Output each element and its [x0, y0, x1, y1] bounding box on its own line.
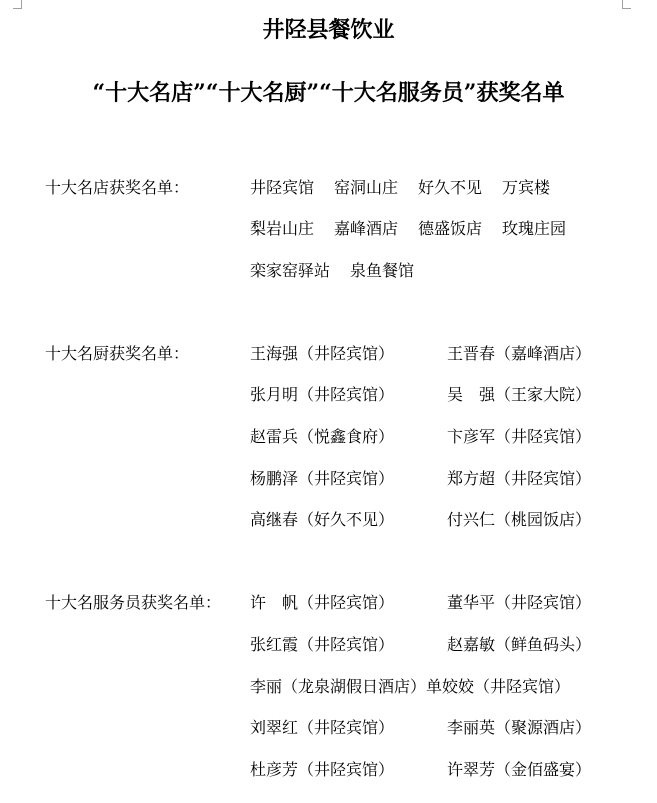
- chef-entry: 卞彦军（井陉宾馆）: [447, 427, 592, 446]
- waiter-entry: 李丽（龙泉湖假日酒店）单姣姣（井陉宾馆）: [250, 677, 571, 696]
- chef-entry: 高继春（好久不见）: [250, 510, 395, 529]
- page-title: 井陉县餐饮业: [262, 17, 395, 43]
- store-name: 玫瑰庄园: [502, 219, 567, 238]
- chefs-section-label: 十大名厨获奖名单：: [45, 344, 190, 363]
- waiter-entry: 李丽英（聚源酒店）: [447, 718, 592, 737]
- store-name: 井陉宾馆: [250, 178, 315, 197]
- waiter-entry: 赵嘉敏（鲜鱼码头）: [447, 635, 592, 654]
- page-corner-mark-right: [622, 0, 631, 9]
- waiter-entry: 许 帆（井陉宾馆）: [250, 593, 395, 612]
- chef-entry: 杨鹏泽（井陉宾馆）: [250, 469, 395, 488]
- waiter-entry: 刘翠红（井陉宾馆）: [250, 718, 395, 737]
- stores-row: [250, 260, 434, 282]
- chef-entry: 赵雷兵（悦鑫食府）: [250, 427, 395, 446]
- store-name: 嘉峰酒店: [334, 219, 399, 238]
- waiter-entry: 许翠芳（金佰盛宴）: [447, 760, 592, 779]
- store-name: 梨岩山庄: [250, 219, 315, 238]
- page-subtitle: “十大名店”“十大名厨”“十大名服务员”获奖名单: [92, 80, 565, 106]
- waiters-section-label: 十大名服务员获奖名单：: [45, 593, 222, 612]
- store-name: 万宾楼: [502, 178, 551, 197]
- stores-row: [250, 218, 586, 240]
- chef-entry: 郑方超（井陉宾馆）: [447, 469, 592, 488]
- chef-entry: 王晋春（嘉峰酒店）: [447, 344, 592, 363]
- waiter-entry: 张红霞（井陉宾馆）: [250, 635, 395, 654]
- chef-entry: 王海强（井陉宾馆）: [250, 344, 395, 363]
- page-corner-mark-left: [13, 0, 22, 9]
- store-name: 德盛饭店: [418, 219, 483, 238]
- waiter-entry: 杜彦芳（井陉宾馆）: [250, 760, 395, 779]
- waiter-entry: 董华平（井陉宾馆）: [447, 593, 592, 612]
- store-name: 好久不见: [418, 178, 483, 197]
- store-name: 栾家窑驿站: [250, 261, 331, 280]
- store-name: 窑洞山庄: [334, 178, 399, 197]
- stores-row: [250, 177, 570, 199]
- chef-entry: 张月明（井陉宾馆）: [250, 385, 395, 404]
- chef-entry: 付兴仁（桃园饭店）: [447, 510, 592, 529]
- store-name: 泉鱼餐馆: [350, 261, 415, 280]
- stores-section-label: 十大名店获奖名单：: [45, 178, 190, 197]
- chef-entry: 吴 强（王家大院）: [447, 385, 592, 404]
